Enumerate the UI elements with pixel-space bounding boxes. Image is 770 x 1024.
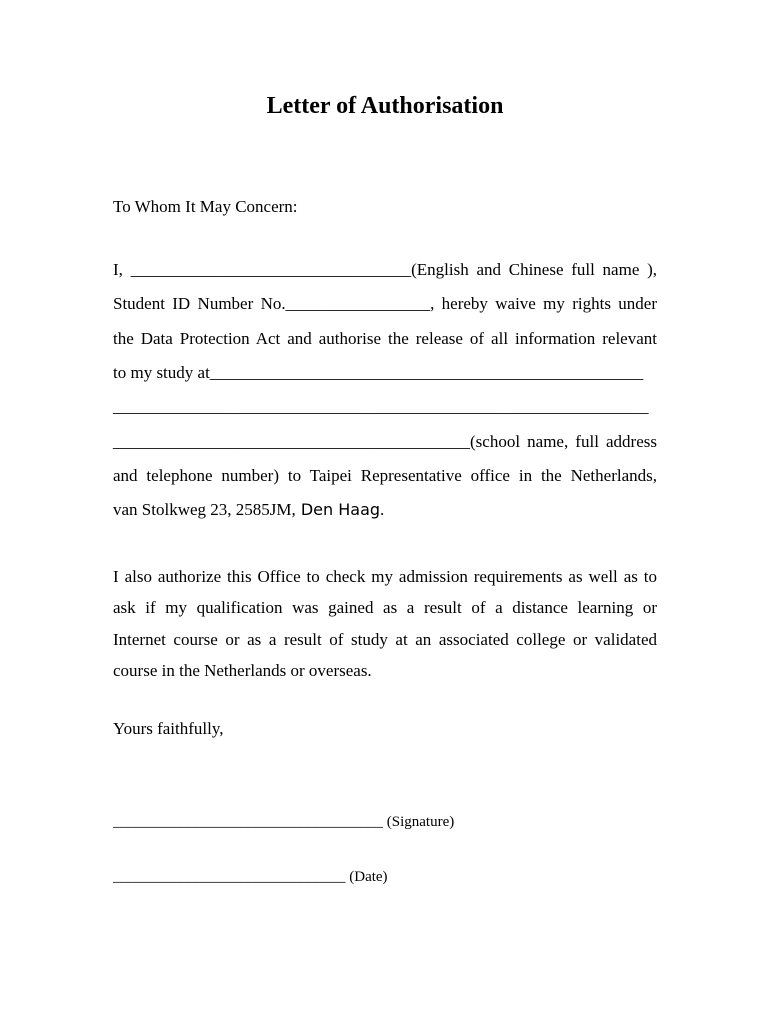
- paragraph-line: ask if my qualification was gained as a result of a distance learning or: [113, 598, 657, 617]
- paragraph-line: course in the Netherlands or overseas.: [113, 661, 372, 680]
- address-text: van Stolkweg 23, 2585JM,: [113, 500, 296, 519]
- city-text: Den Haag: [295, 500, 381, 519]
- paragraph-line: Internet course or as a result of study at an associated college or validated: [113, 630, 657, 649]
- closing: Yours faithfully,: [113, 719, 224, 738]
- paragraph-line: the Data Protection Act and authorise the release of all information relevant: [113, 329, 657, 348]
- paragraph-line: Student ID Number No._________________, hereby waive my rights under: [113, 294, 657, 313]
- paragraph-line: [113, 500, 657, 520]
- greeting: To Whom It May Concern:: [113, 197, 298, 216]
- paragraph-line: and telephone number) to Taipei Representative office in the Netherlands,: [113, 466, 657, 485]
- paragraph-line: I also authorize this Office to check my admission requirements as well as to: [113, 567, 657, 586]
- paragraph-line: _______________________________________________________________: [113, 397, 649, 416]
- date-line: _______________________________ (Date): [113, 869, 388, 885]
- signature-line: ____________________________________ (Signature): [113, 814, 455, 830]
- paragraph-line: I, _________________________________(English and Chinese full name ),: [113, 260, 657, 279]
- address-period: .: [380, 500, 385, 519]
- paragraph-line: to my study at___________________________________________________: [113, 363, 644, 382]
- paragraph-line: __________________________________________(school name, full address: [113, 432, 657, 451]
- page-title: Letter of Authorisation: [266, 93, 504, 119]
